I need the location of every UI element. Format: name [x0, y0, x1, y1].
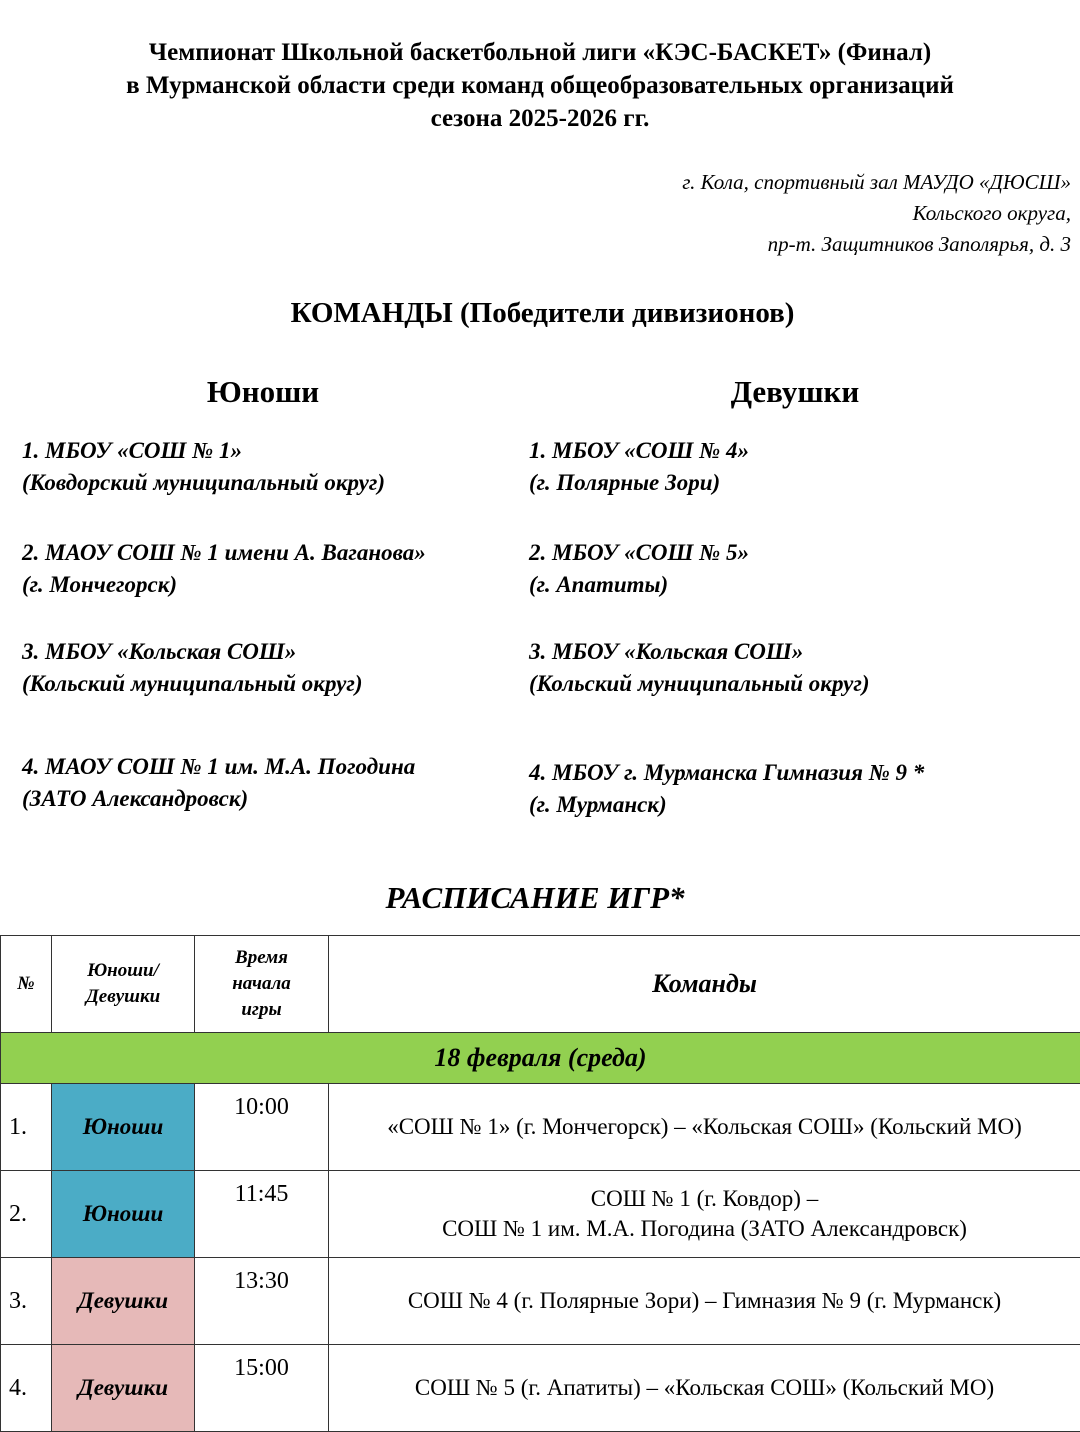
team-name: 1. МБОУ «СОШ № 1» [22, 435, 385, 467]
game-time: 10:00 [195, 1084, 329, 1171]
game-row [1, 1345, 1080, 1432]
boys-team-item [22, 537, 426, 601]
address-line: г. Кола, спортивный зал МАУДО «ДЮСШ» [682, 167, 1071, 198]
address-line: пр-т. Защитников Заполярья, д. 3 [682, 229, 1071, 260]
game-number: 1. [1, 1084, 52, 1171]
team-region: (г. Апатиты) [529, 569, 749, 601]
date-label: 18 февраля (среда) [1, 1033, 1080, 1084]
title-line: сезона 2025-2026 гг. [0, 102, 1080, 135]
teams-heading: КОМАНДЫ (Победители дивизионов) [0, 295, 1080, 331]
game-category: Юноши [52, 1084, 195, 1171]
match-line: СОШ № 1 (г. Ковдор) – [329, 1184, 1080, 1214]
schedule-table [0, 935, 1080, 1432]
match-line: СОШ № 5 (г. Апатиты) – «Кольская СОШ» (Кольский МО) [329, 1373, 1080, 1403]
schedule-heading: РАСПИСАНИЕ ИГР* [0, 878, 1070, 918]
game-number: 3. [1, 1258, 52, 1345]
game-row [1, 1171, 1080, 1258]
header-line: Девушки [52, 984, 194, 1010]
team-name: 2. МБОУ «СОШ № 5» [529, 537, 749, 569]
schedule-header-row [1, 936, 1080, 1033]
boys-team-item [22, 751, 415, 815]
title-line: Чемпионат Школьной баскетбольной лиги «КЭС-БАСКЕТ» (Финал) [0, 36, 1080, 69]
game-teams [329, 1171, 1080, 1258]
header-line: Время [195, 945, 328, 971]
teams-column-header: Команды [329, 936, 1080, 1033]
address-line: Кольского округа, [682, 198, 1071, 229]
game-number: 2. [1, 1171, 52, 1258]
girls-heading: Девушки [695, 373, 895, 411]
title-line: в Мурманской области среди команд общеобразовательных организаций [0, 69, 1080, 102]
girls-team-item [529, 757, 924, 821]
time-column-header [195, 936, 329, 1033]
team-region: (Кольский муниципальный округ) [529, 668, 870, 700]
team-region: (г. Полярные Зори) [529, 467, 749, 499]
team-name: 2. МАОУ СОШ № 1 имени А. Ваганова» [22, 537, 426, 569]
boys-team-item [22, 435, 385, 499]
team-name: 3. МБОУ «Кольская СОШ» [22, 636, 363, 668]
match-line: СОШ № 1 им. М.А. Погодина (ЗАТО Александровск) [329, 1214, 1080, 1244]
match-line: «СОШ № 1» (г. Мончегорск) – «Кольская СОШ» (Кольский МО) [329, 1112, 1080, 1142]
team-region: (г. Мурманск) [529, 789, 924, 821]
game-teams [329, 1084, 1080, 1171]
game-category: Девушки [52, 1258, 195, 1345]
game-row [1, 1258, 1080, 1345]
team-region: (г. Мончегорск) [22, 569, 426, 601]
team-name: 1. МБОУ «СОШ № 4» [529, 435, 749, 467]
category-column-header [52, 936, 195, 1033]
game-time: 11:45 [195, 1171, 329, 1258]
header-line: начала [195, 971, 328, 997]
game-category: Девушки [52, 1345, 195, 1432]
game-teams [329, 1345, 1080, 1432]
header-line: игры [195, 997, 328, 1023]
team-name: 4. МБОУ г. Мурманска Гимназия № 9 * [529, 757, 924, 789]
document-title [0, 36, 1080, 135]
date-row [1, 1033, 1080, 1084]
game-time: 15:00 [195, 1345, 329, 1432]
game-teams [329, 1258, 1080, 1345]
boys-team-item [22, 636, 363, 700]
team-region: (Ковдорский муниципальный округ) [22, 467, 385, 499]
venue-address [682, 167, 1071, 260]
num-column-header: № [1, 936, 52, 1033]
game-number: 4. [1, 1345, 52, 1432]
girls-team-item [529, 435, 749, 499]
game-time: 13:30 [195, 1258, 329, 1345]
game-row [1, 1084, 1080, 1171]
team-region: (Кольский муниципальный округ) [22, 668, 363, 700]
team-name: 4. МАОУ СОШ № 1 им. М.А. Погодина [22, 751, 415, 783]
team-name: 3. МБОУ «Кольская СОШ» [529, 636, 870, 668]
header-line: Юноши/ [52, 958, 194, 984]
girls-team-item [529, 537, 749, 601]
girls-team-item [529, 636, 870, 700]
game-category: Юноши [52, 1171, 195, 1258]
boys-heading: Юноши [163, 373, 363, 411]
match-line: СОШ № 4 (г. Полярные Зори) – Гимназия № 9 (г. Мурманск) [329, 1286, 1080, 1316]
team-region: (ЗАТО Александровск) [22, 783, 415, 815]
